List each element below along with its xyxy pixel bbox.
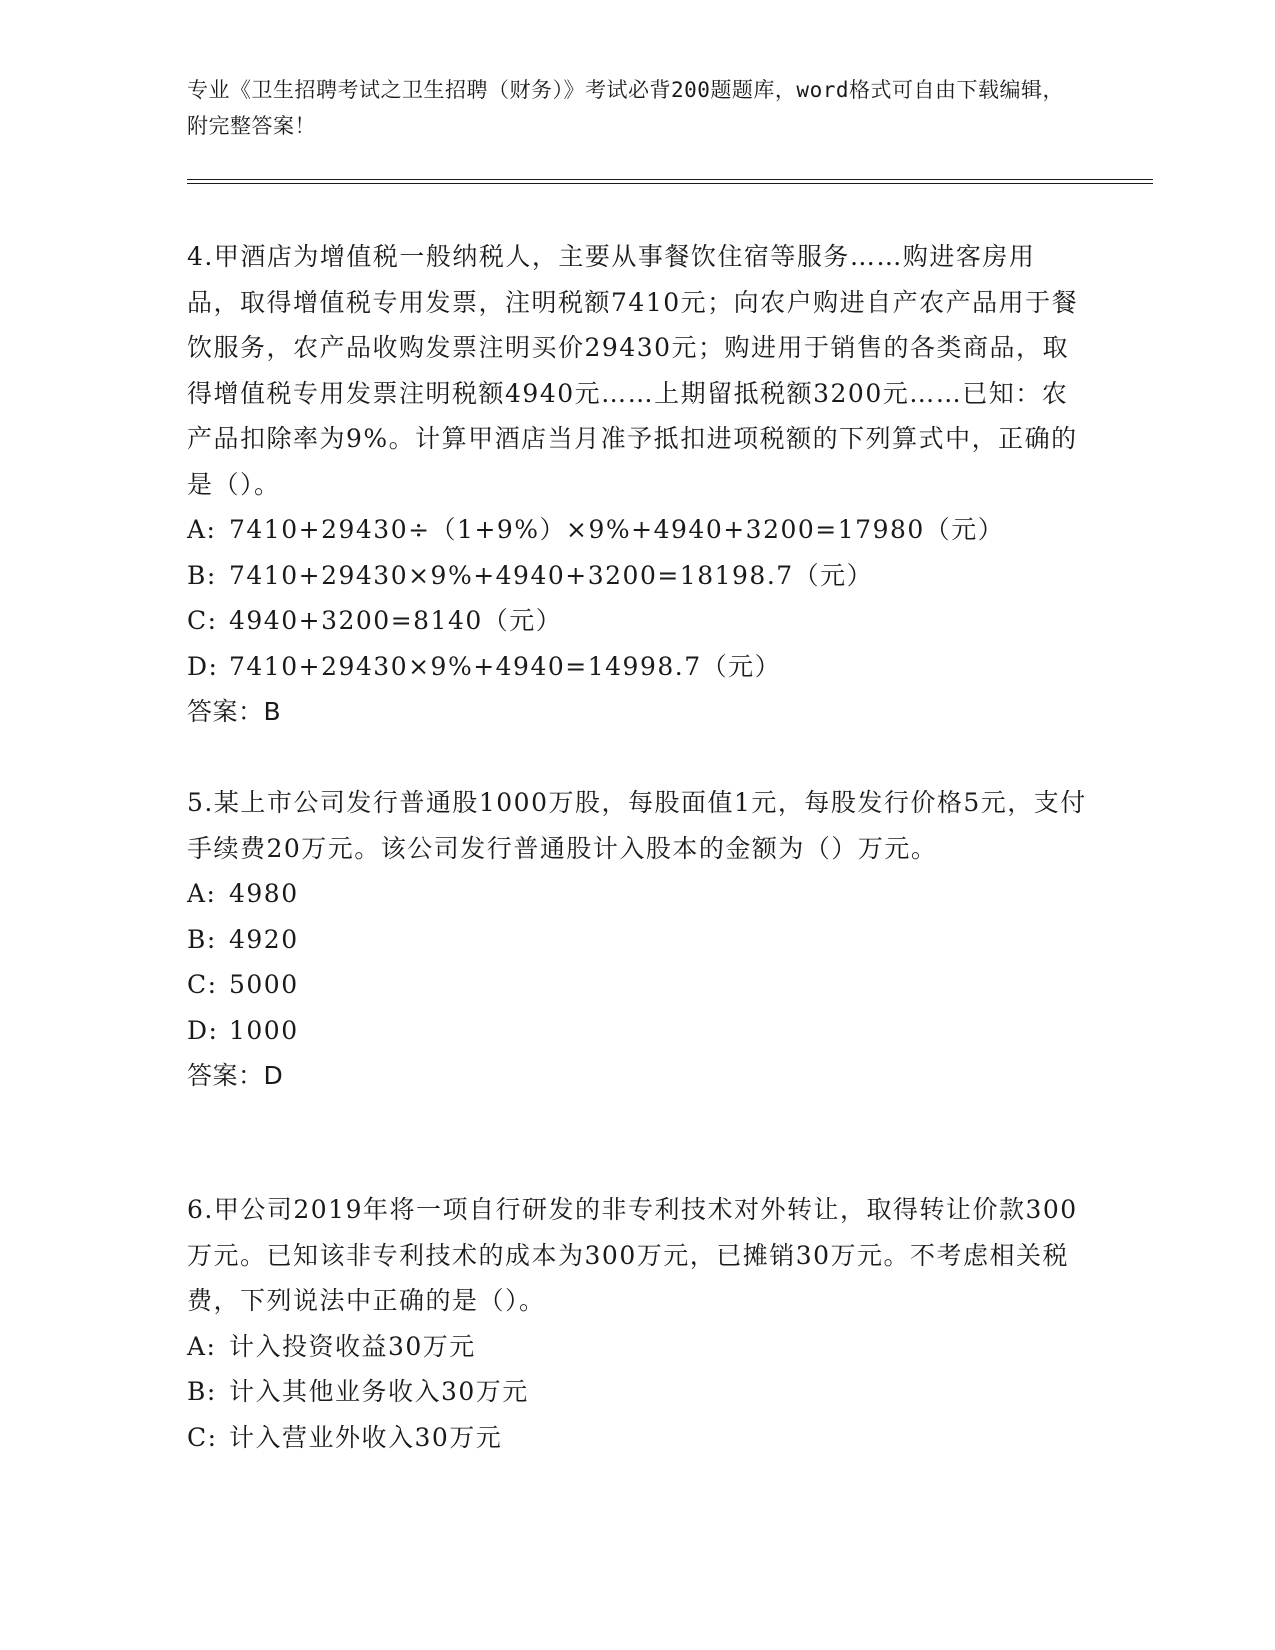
option-a — [187, 507, 1087, 553]
option-label: C: — [187, 606, 218, 635]
option-label: B: — [187, 924, 217, 954]
option-d — [187, 1008, 1087, 1054]
option-label: D: — [187, 1015, 219, 1045]
option-d — [187, 644, 1087, 690]
option-label: D: — [187, 651, 219, 681]
option-c — [187, 1415, 1087, 1461]
question-stem: 4.甲酒店为增值税一般纳税人，主要从事餐饮住宿等服务……购进客房用品，取得增值税专用发票，注明税额7410元；向农户购进自产农产品用于餐饮服务，农产品收购发票注明买价29430元；购进用于销售的各类商品，取得增值税专用发票注明税额4940元……上期留抵税额3200元……已知：农产品扣除率为9%。计算甲酒店当月准予抵扣进项税额的下列算式中，正确的是（）。 — [187, 242, 1079, 499]
option-text: 计入其他业务收入30万元 — [229, 1377, 529, 1406]
document-header: 专业《卫生招聘考试之卫生招聘（财务）》考试必背200题题库，word格式可自由下载编辑，附完整答案！ — [187, 78, 1064, 138]
option-b — [187, 1369, 1087, 1415]
option-label: A: — [187, 1331, 217, 1361]
option-text: 1000 — [229, 1015, 299, 1045]
option-label: A: — [187, 515, 217, 544]
option-label: C: — [187, 970, 218, 999]
option-b — [187, 917, 1087, 963]
question-5 — [187, 780, 1087, 1099]
option-text: 计入营业外收入30万元 — [229, 1422, 503, 1452]
option-text: 7410+29430×9%+4940=14998.7（元） — [229, 651, 782, 681]
option-text: 4940+3200=8140（元） — [229, 606, 563, 635]
question-stem: 6.甲公司2019年将一项自行研发的非专利技术对外转让，取得转让价款300万元。已知该非专利技术的成本为300万元，已摊销30万元。不考虑相关税费，下列说法中正确的是（）。 — [187, 1195, 1078, 1315]
option-text: 4920 — [229, 924, 299, 954]
option-label: B: — [187, 1377, 217, 1406]
answer-line: 答案：D — [187, 1061, 284, 1090]
option-text: 4980 — [229, 879, 299, 908]
answer-line: 答案：B — [187, 697, 282, 726]
question-6 — [187, 1187, 1087, 1460]
option-label: A: — [187, 879, 217, 908]
option-label: C: — [187, 1422, 218, 1452]
option-label: B: — [187, 560, 217, 590]
option-text: 计入投资收益30万元 — [229, 1331, 476, 1361]
option-text: 7410+29430÷（1+9%）×9%+4940+3200=17980（元） — [229, 515, 1005, 544]
option-text: 7410+29430×9%+4940+3200=18198.7（元） — [229, 560, 874, 590]
question-stem: 5.某上市公司发行普通股1000万股，每股面值1元，每股发行价格5元，支付手续费20万元。该公司发行普通股计入股本的金额为（）万元。 — [187, 788, 1087, 863]
question-4 — [187, 234, 1087, 735]
option-a — [187, 1324, 1087, 1370]
option-c — [187, 598, 1087, 644]
option-a — [187, 871, 1087, 917]
option-b — [187, 553, 1087, 599]
option-c — [187, 962, 1087, 1008]
header-rule-bottom — [187, 183, 1153, 184]
header-rule-top — [187, 179, 1153, 180]
option-text: 5000 — [229, 970, 299, 999]
